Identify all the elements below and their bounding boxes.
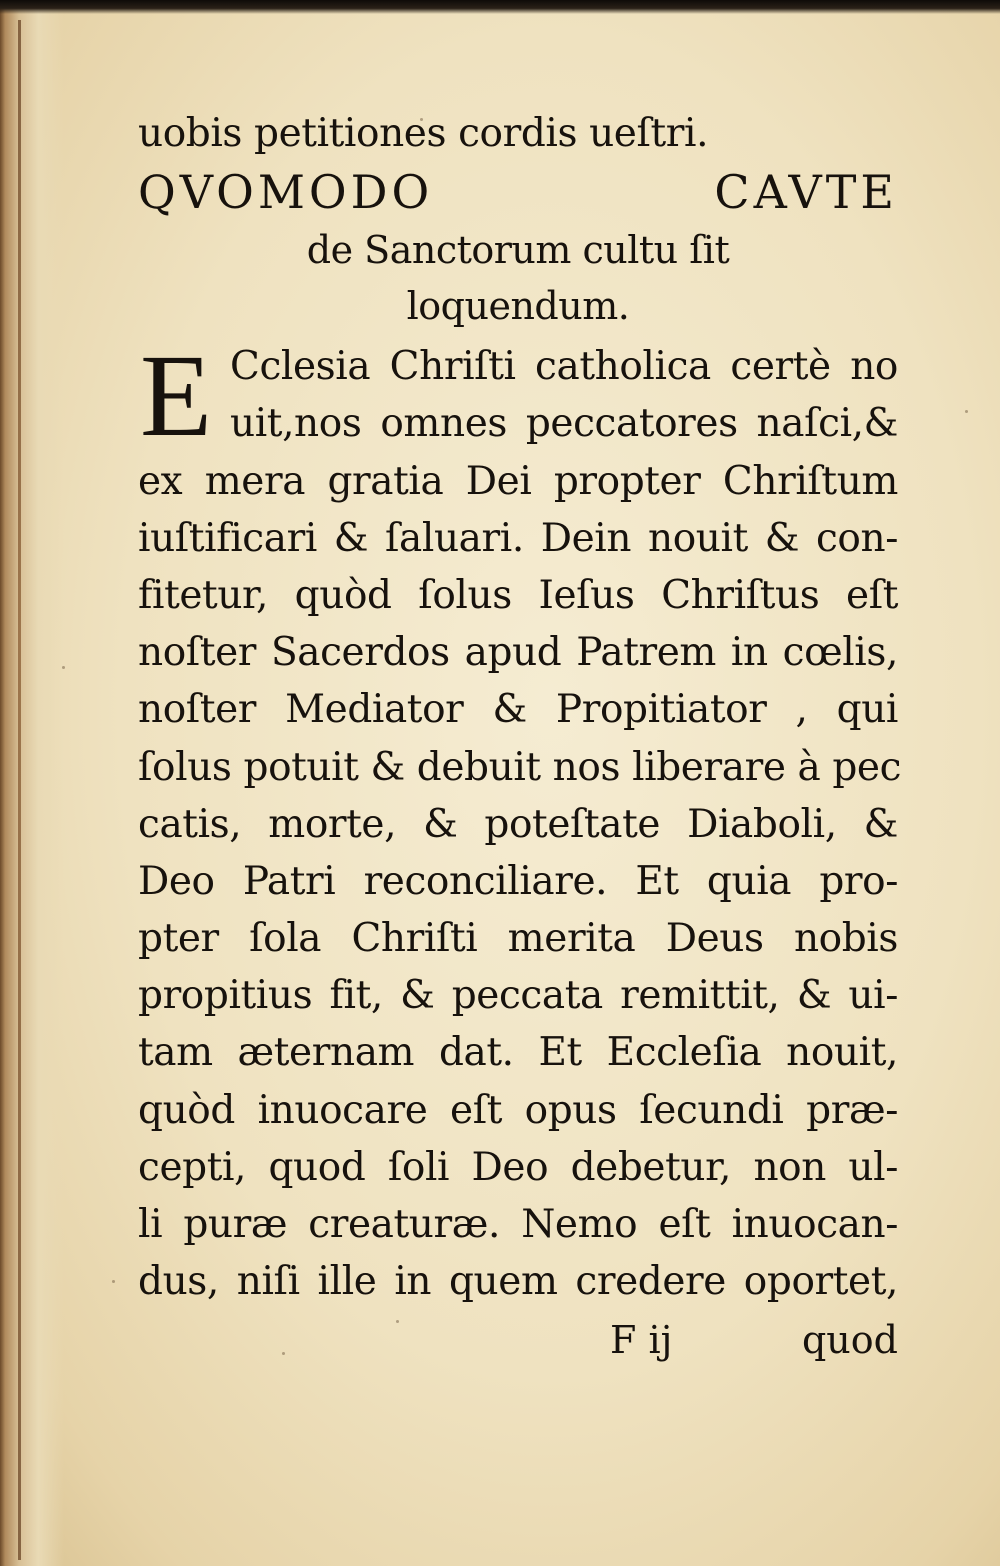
text-line: uobis petitiones cordis ueſtri.	[138, 111, 709, 156]
text-line: dus, niſi ille in quem credere oportet,	[138, 1259, 898, 1305]
paper-speck	[965, 410, 968, 413]
page-top-edge	[0, 0, 1000, 14]
paragraph	[138, 330, 902, 1310]
section-heading: QVOMODO CAVTE	[138, 165, 898, 220]
text-line: tam æternam dat. Et Eccleſia nouit,	[138, 1030, 898, 1076]
drop-cap: E	[140, 330, 213, 462]
page-text	[138, 105, 902, 1310]
catchword: quod	[801, 1318, 898, 1362]
text-line: cepti, quod ſoli Deo debetur, non ul-	[138, 1144, 898, 1190]
signature-mark: F ij	[610, 1318, 673, 1362]
section-subheading-line: de Sanctorum cultu ſit	[306, 228, 730, 273]
text-line: noſter Mediator & Propitiator , qui	[138, 687, 898, 733]
text-line: iuſtificari & ſaluari. Dein nouit & con-	[138, 515, 898, 561]
text-line: Cclesia Chriſti catholica certè no	[230, 344, 898, 390]
binding-gutter	[0, 0, 64, 1566]
text-line: ex mera gratia Dei propter Chriſtum	[138, 458, 898, 504]
text-line: Deo Patri reconciliare. Et quia pro-	[138, 858, 898, 904]
text-line: pter ſola Chriſti merita Deus nobis	[138, 916, 898, 962]
binding-fold	[18, 20, 21, 1560]
text-line: catis, morte, & poteſtate Diaboli, &	[138, 801, 898, 847]
page-footer	[138, 1312, 898, 1368]
text-line: uit,nos omnes peccatores naſci,&	[230, 401, 898, 447]
text-line: quòd inuocare eſt opus ſecundi præ-	[138, 1087, 898, 1133]
text-line: noſter Sacerdos apud Patrem in cœlis,	[138, 630, 898, 676]
text-line: propitius fit, & peccata remittit, & ui-	[138, 973, 898, 1019]
section-subheading-line: loquendum.	[406, 284, 630, 329]
text-line: ſolus potuit & debuit nos liberare à pec	[138, 744, 902, 790]
paper-speck	[112, 1280, 115, 1283]
text-line: fitetur, quòd ſolus Ieſus Chriſtus eſt	[138, 572, 898, 618]
paper-speck	[62, 666, 65, 669]
text-line: li puræ creaturæ. Nemo eſt inuocan-	[138, 1202, 898, 1247]
